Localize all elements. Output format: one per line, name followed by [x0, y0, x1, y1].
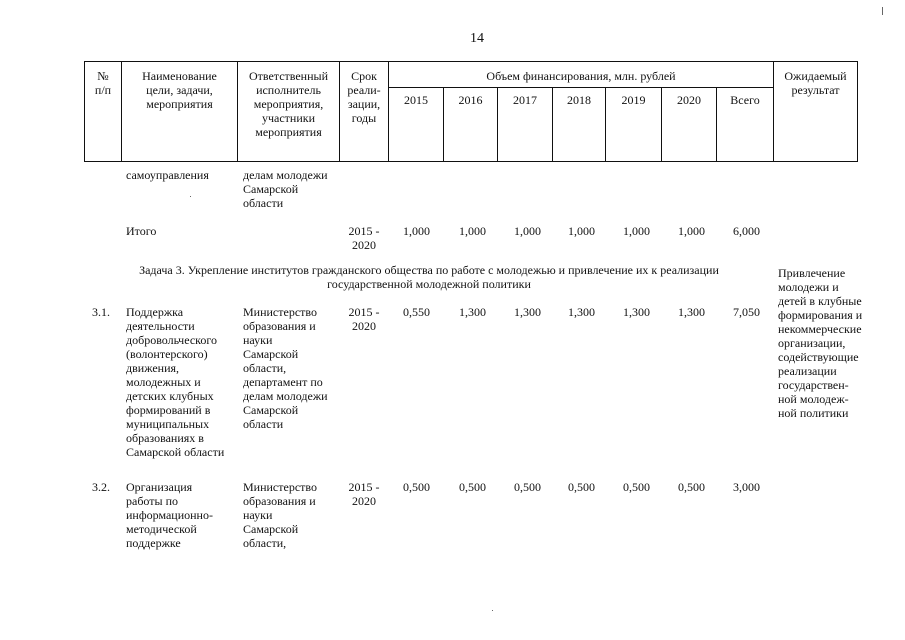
total-value: 1,000: [459, 224, 486, 238]
header-year: 2015: [404, 93, 428, 107]
row-value: 0,500: [568, 480, 595, 494]
row-value: 0,500: [459, 480, 486, 494]
row-value: 1,300: [568, 305, 595, 319]
row-name: Организация работы по информационно- методической поддержке: [126, 480, 213, 550]
header-year-total: Всего: [730, 93, 760, 107]
total-value: 1,000: [568, 224, 595, 238]
header-num: № п/п: [94, 69, 112, 97]
expected-result: Привлечение молодежи и детей в клубные формирования и некоммерческие организации, содействующие реализации государствен- ной молодеж- ной политики: [778, 266, 863, 420]
total-value: 6,000: [733, 224, 760, 238]
scan-speck: [882, 7, 883, 15]
header-term: Срок реали- зации, годы: [347, 69, 381, 125]
row-term: 2015 - 2020: [348, 480, 380, 508]
scan-speck: [190, 196, 191, 197]
row-value-total: 3,000: [733, 480, 760, 494]
header-executor: Ответственный исполнитель мероприятия, участники мероприятия: [248, 69, 329, 139]
header-funding: Объем финансирования, млн. рублей: [486, 69, 676, 83]
total-value: 1,000: [403, 224, 430, 238]
task-heading: Задача 3. Укрепление институтов гражданского общества по работе с молодежью и привлечение их к реализации государственной молодежной политики: [139, 263, 719, 291]
scan-speck: [492, 610, 493, 611]
row-value: 1,300: [514, 305, 541, 319]
continuation-name: самоуправления: [126, 168, 209, 182]
row-value: 0,500: [623, 480, 650, 494]
row-name: Поддержка деятельности добровольческого (волонтерского) движения, молодежных и детских клубных формирований в муниципальных образованиях в Самарской области: [126, 305, 225, 459]
header-year: 2018: [567, 93, 591, 107]
total-value: 1,000: [514, 224, 541, 238]
header-year: 2019: [621, 93, 646, 107]
total-value: 1,000: [623, 224, 650, 238]
total-value: 1,000: [678, 224, 705, 238]
row-number: 3.1.: [92, 305, 110, 319]
row-value-total: 7,050: [733, 305, 760, 319]
row-value: 0,500: [403, 480, 430, 494]
continuation-executor: делам молодежи Самарской области: [243, 168, 328, 210]
row-value: 1,300: [623, 305, 650, 319]
row-executor: Министерство образования и науки Самарской области, департамент по делам молодежи Самарской области: [243, 305, 328, 431]
header-year: 2017: [513, 93, 537, 107]
row-value: 1,300: [459, 305, 486, 319]
total-label: Итого: [126, 224, 157, 238]
row-value: 0,550: [403, 305, 430, 319]
header-name: Наименование цели, задачи, мероприятия: [142, 69, 217, 111]
total-term: 2015 - 2020: [348, 224, 380, 252]
row-value: 1,300: [678, 305, 705, 319]
header-year: 2020: [677, 93, 701, 107]
row-term: 2015 - 2020: [348, 305, 380, 333]
row-value: 0,500: [678, 480, 705, 494]
row-value: 0,500: [514, 480, 541, 494]
page-number: 14: [470, 31, 484, 46]
header-year: 2016: [458, 93, 483, 107]
row-executor: Министерство образования и науки Самарской области,: [243, 480, 317, 550]
row-number: 3.2.: [92, 480, 110, 494]
header-result: Ожидаемый результат: [784, 69, 847, 97]
